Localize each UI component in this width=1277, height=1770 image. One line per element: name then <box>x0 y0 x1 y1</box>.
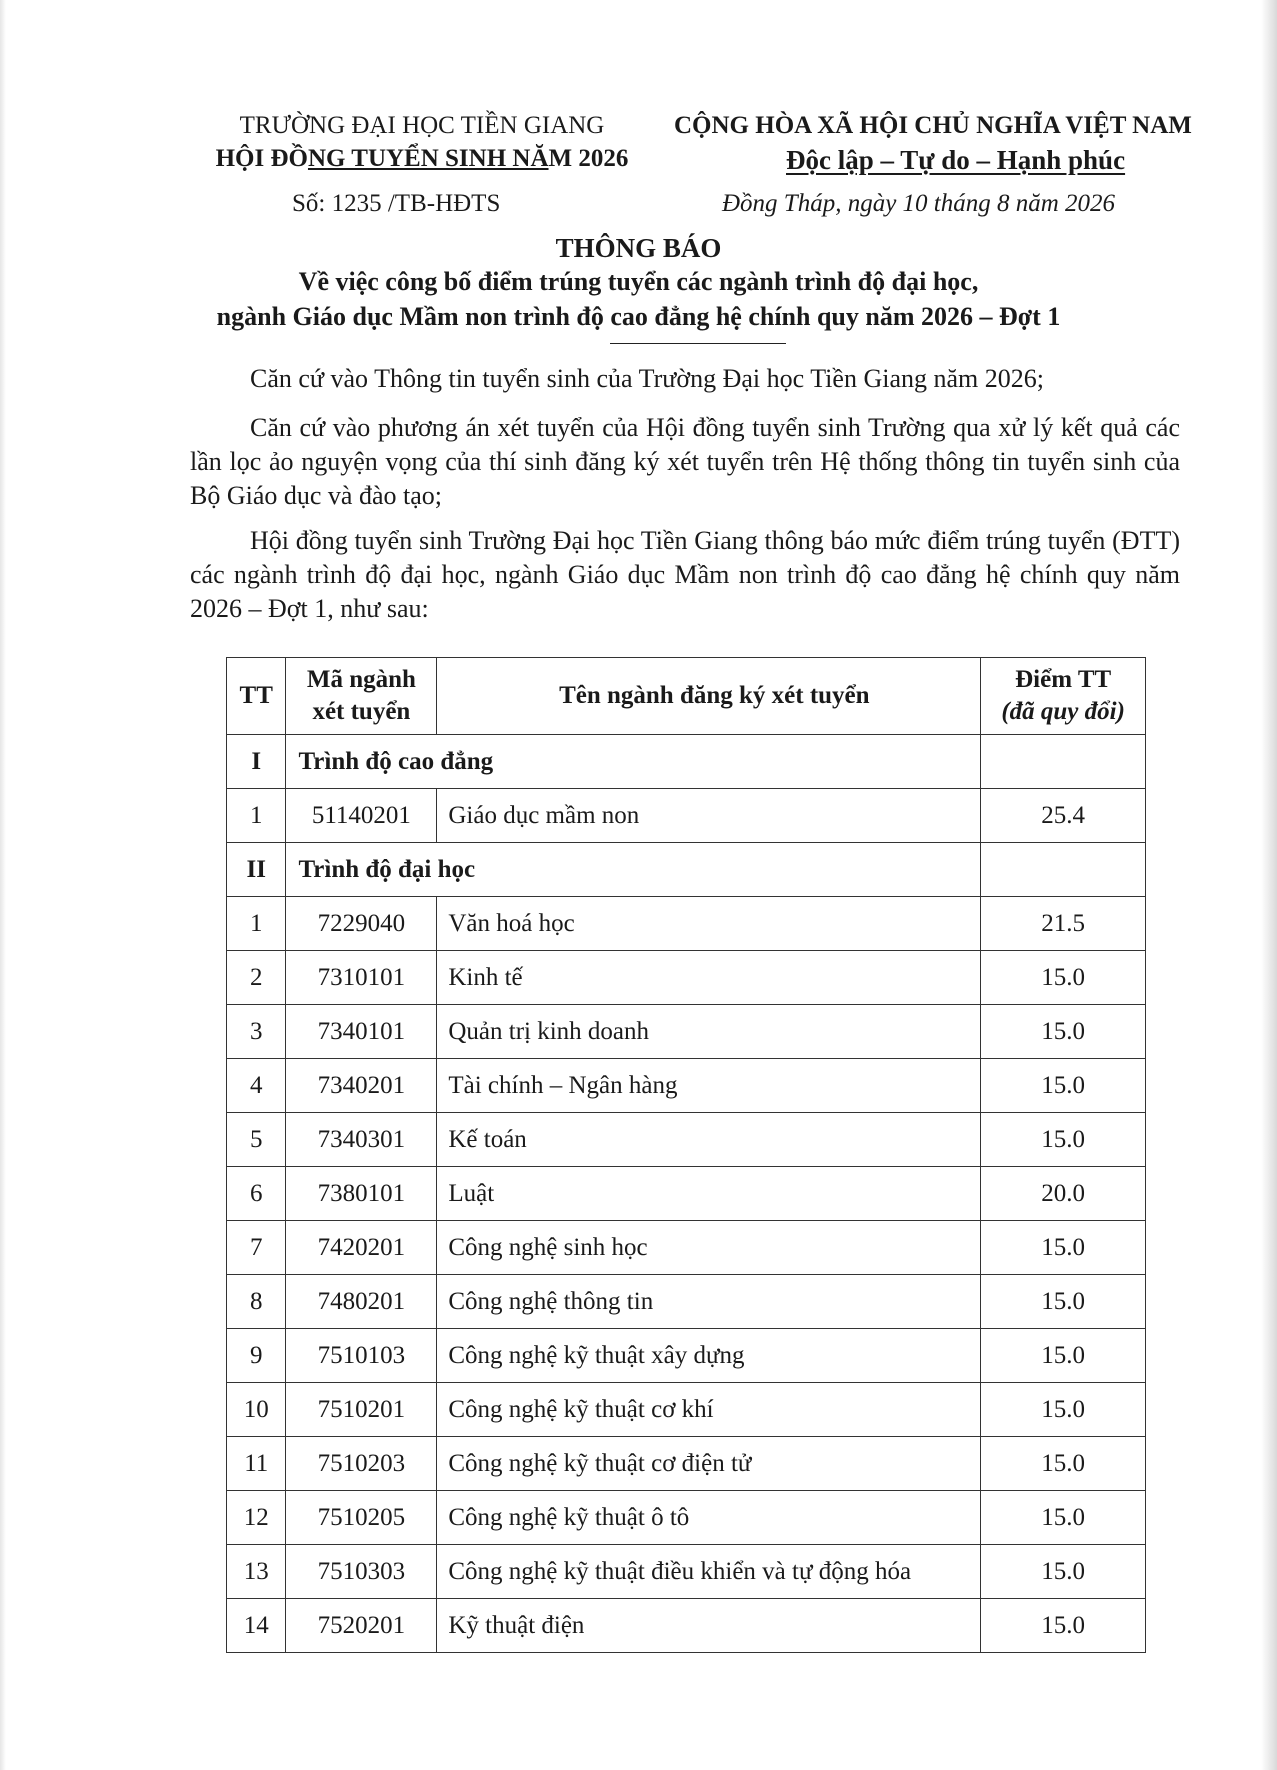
row-tt: 5 <box>227 1113 286 1167</box>
table-row <box>227 1383 1146 1437</box>
row-major-name: Công nghệ kỹ thuật ô tô <box>437 1491 981 1545</box>
row-code: 7510205 <box>286 1491 437 1545</box>
row-code: 7340101 <box>286 1005 437 1059</box>
header-code: Mã ngành xét tuyển <box>286 658 437 735</box>
row-score: 25.4 <box>981 789 1146 843</box>
section-row <box>227 843 1146 897</box>
row-major-name: Công nghệ kỹ thuật xây dựng <box>437 1329 981 1383</box>
national-title: CỘNG HÒA XÃ HỘI CHỦ NGHĨA VIỆT NAM <box>674 112 1192 139</box>
row-major-name: Công nghệ kỹ thuật cơ điện tử <box>437 1437 981 1491</box>
row-code: 7310101 <box>286 951 437 1005</box>
document-title: THÔNG BÁO <box>555 233 722 263</box>
section-row <box>227 735 1146 789</box>
row-score: 15.0 <box>981 1275 1146 1329</box>
row-tt: 2 <box>227 951 286 1005</box>
table-row <box>227 897 1146 951</box>
table-row <box>227 1167 1146 1221</box>
header-tt: TT <box>227 658 286 735</box>
table-row <box>227 1545 1146 1599</box>
table-row <box>227 1113 1146 1167</box>
row-major-name: Giáo dục mầm non <box>437 789 981 843</box>
row-code: 7510201 <box>286 1383 437 1437</box>
row-major-name: Công nghệ sinh học <box>437 1221 981 1275</box>
table-row <box>227 1275 1146 1329</box>
row-score: 15.0 <box>981 1113 1146 1167</box>
row-tt: 13 <box>227 1545 286 1599</box>
row-code: 7340201 <box>286 1059 437 1113</box>
row-score: 15.0 <box>981 1383 1146 1437</box>
row-tt: 1 <box>227 789 286 843</box>
row-major-name: Công nghệ kỹ thuật cơ khí <box>437 1383 981 1437</box>
row-major-name: Công nghệ kỹ thuật điều khiển và tự động hóa <box>437 1545 981 1599</box>
section-roman: I <box>227 735 286 789</box>
row-score: 15.0 <box>981 1491 1146 1545</box>
section-title: Trình độ cao đẳng <box>286 735 981 789</box>
row-major-name: Luật <box>437 1167 981 1221</box>
table-row <box>227 951 1146 1005</box>
row-tt: 10 <box>227 1383 286 1437</box>
table-row <box>227 789 1146 843</box>
row-major-name: Văn hoá học <box>437 897 981 951</box>
paragraph-announcement: Hội đồng tuyển sinh Trường Đại học Tiền Giang thông báo mức điểm trúng tuyển (ĐTT) các ngành trình độ đại học, ngành Giáo dục Mầm non trình độ cao đẳng hệ chính quy năm 2026 – Đợt 1, như sau: <box>190 526 1180 623</box>
row-major-name: Kế toán <box>437 1113 981 1167</box>
page-edge-right <box>1261 0 1277 1770</box>
paragraph-basis-1: Căn cứ vào Thông tin tuyển sinh của Trường Đại học Tiền Giang năm 2026; <box>250 364 1044 393</box>
row-tt: 1 <box>227 897 286 951</box>
section-score-empty <box>981 735 1146 789</box>
table-row <box>227 1329 1146 1383</box>
row-code: 7510303 <box>286 1545 437 1599</box>
row-score: 21.5 <box>981 897 1146 951</box>
row-code: 7380101 <box>286 1167 437 1221</box>
row-score: 15.0 <box>981 1437 1146 1491</box>
row-tt: 3 <box>227 1005 286 1059</box>
university-name: TRƯỜNG ĐẠI HỌC TIỀN GIANG <box>239 112 605 139</box>
national-motto: Độc lập – Tự do – Hạnh phúc <box>786 145 1126 175</box>
row-code: 7480201 <box>286 1275 437 1329</box>
row-score: 15.0 <box>981 1221 1146 1275</box>
row-major-name: Quản trị kinh doanh <box>437 1005 981 1059</box>
row-tt: 12 <box>227 1491 286 1545</box>
row-tt: 7 <box>227 1221 286 1275</box>
section-score-empty <box>981 843 1146 897</box>
row-tt: 14 <box>227 1599 286 1653</box>
section-roman: II <box>227 843 286 897</box>
table-row <box>227 1059 1146 1113</box>
row-code: 51140201 <box>286 789 437 843</box>
header-major-name: Tên ngành đăng ký xét tuyển <box>437 658 981 735</box>
row-score: 15.0 <box>981 1059 1146 1113</box>
place-date: Đồng Tháp, ngày 10 tháng 8 năm 2026 <box>722 190 1116 217</box>
row-tt: 11 <box>227 1437 286 1491</box>
row-score: 15.0 <box>981 1545 1146 1599</box>
document-number: Số: 1235 /TB-HĐTS <box>292 190 501 217</box>
table-row <box>227 1221 1146 1275</box>
row-tt: 6 <box>227 1167 286 1221</box>
section-title: Trình độ đại học <box>286 843 981 897</box>
title-underline <box>610 343 786 344</box>
row-code: 7510103 <box>286 1329 437 1383</box>
document-subtitle-line2: ngành Giáo dục Mầm non trình độ cao đẳng hệ chính quy năm 2026 – Đợt 1 <box>216 302 1061 331</box>
table-row <box>227 1005 1146 1059</box>
row-score: 20.0 <box>981 1167 1146 1221</box>
header-score: Điểm TT (đã quy đổi) <box>981 658 1146 735</box>
row-major-name: Công nghệ thông tin <box>437 1275 981 1329</box>
row-code: 7420201 <box>286 1221 437 1275</box>
paragraph-basis-2: Căn cứ vào phương án xét tuyển của Hội đồng tuyển sinh Trường qua xử lý kết quả các lần lọc ảo nguyện vọng của thí sinh đăng ký xét tuyển trên Hệ thống thông tin tuyển sinh của Bộ Giáo dục và đào tạo; <box>190 413 1180 510</box>
row-code: 7520201 <box>286 1599 437 1653</box>
table-body <box>227 735 1146 1653</box>
row-score: 15.0 <box>981 1329 1146 1383</box>
row-score: 15.0 <box>981 951 1146 1005</box>
table-row <box>227 1437 1146 1491</box>
row-major-name: Kinh tế <box>437 951 981 1005</box>
row-tt: 4 <box>227 1059 286 1113</box>
row-tt: 9 <box>227 1329 286 1383</box>
table-row <box>227 1491 1146 1545</box>
row-major-name: Kỹ thuật điện <box>437 1599 981 1653</box>
page-edge-left <box>0 0 6 1770</box>
table-header-row <box>227 658 1146 735</box>
row-tt: 8 <box>227 1275 286 1329</box>
row-score: 15.0 <box>981 1005 1146 1059</box>
row-major-name: Tài chính – Ngân hàng <box>437 1059 981 1113</box>
row-code: 7510203 <box>286 1437 437 1491</box>
document-subtitle-line1: Về việc công bố điểm trúng tuyển các ngành trình độ đại học, <box>298 267 979 296</box>
table-row <box>227 1599 1146 1653</box>
council-name: HỘI ĐỒNG TUYỂN SINH NĂM 2026 <box>215 145 629 172</box>
row-code: 7229040 <box>286 897 437 951</box>
admission-scores-table <box>226 657 1146 1653</box>
row-score: 15.0 <box>981 1599 1146 1653</box>
row-code: 7340301 <box>286 1113 437 1167</box>
